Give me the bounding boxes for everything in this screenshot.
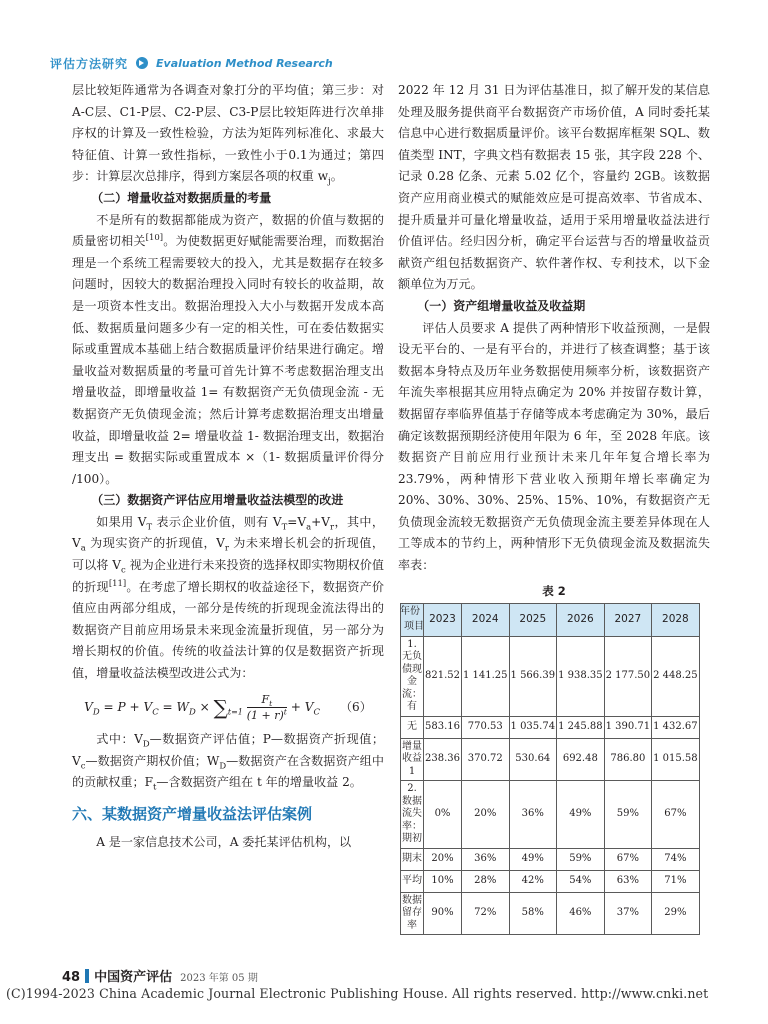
row-label: 平均 [401,870,424,892]
divider [85,969,89,983]
table-cell: 74% [652,848,700,870]
table-row [401,848,700,870]
year-header: 2025 [509,603,557,636]
table-cell: 1 566.39 [509,636,557,716]
table-cell: 29% [652,892,700,935]
row-label: 数据留存率 [401,892,424,935]
table-cell: 36% [509,781,557,849]
table-row [401,738,700,781]
paragraph: 评估人员要求 A 提供了两种情形下收益预测，一是假设无平台的、一是有平台的，并进行了核查调整；基于该数据本身特点及历年业务数据使用频率分析，该数据资产年流失率根据其应用特点确定为 20% 并按留存数计算，数据留存率临界值基于存储等成本考虑确定为 30%，最后确定该数据预期经济使用年限为 6 年，至 2028 年底。该数据资产目前应用行业预计未来几年年复合增长率为 23.79%，两种情形下营业收入预期年增长率确定为 20%、30%、30%、25%、15%、10%，有数据资产无负债现金流较无数据资产无负债现金流主要差异体现在人工等成本的节约上，两种情形下无负债现金流及数据流失率表： [398,320,710,573]
table-cell: 821.52 [424,636,462,716]
table-cell: 583.16 [424,716,462,738]
section-heading: 六、某数据资产增量收益法评估案例 [72,804,313,823]
paragraph: 2022 年 12 月 31 日为评估基准日，拟了解开发的某信息处理及服务提供商平台数据资产市场价值，A 同时委托某信息中心进行数据质量评价。该平台数据库框架 SQL、数值类型 INT，字典文档有数据表 15 张，其字段 228 个、记录 0.28 亿条、元素 5.02 亿个，容量约 2GB。该数据资产应用商业模式的赋能效应是可提高效率、节省成本、提升质量并可量化增量收益，适用于采用增量收益法进行价值评估。经归因分析，确定平台运营与否的增量收益贡献资产组包括数据资产、软件著作权、专利技术，以下金额单位为万元。 [398,83,710,292]
table-cell: 63% [604,870,652,892]
table-cell: 1 015.58 [652,738,700,781]
table-cell: 1 035.74 [509,716,557,738]
table-cell: 2 177.50 [604,636,652,716]
page-number: 48 [62,970,81,985]
table-cell: 20% [424,848,462,870]
table-cell: 0% [424,781,462,849]
paragraph: 层比较矩阵通常为各调查对象打分的平均值；第三步：对A-C层、C1-P层、C2-P层、C3-P层比较矩阵进行次单排序权的计算及一致性检验，方法为矩阵列标准化、求最大特征值、计算一致性指标，一致性小于0.1为通过；第四步：计算层次总排序，得到方案层各项的权重 $w_j$。 [72,83,384,186]
year-header: 2028 [652,603,700,636]
table-cell: 10% [424,870,462,892]
paragraph: A 是一家信息技术公司，A 委托某评估机构，以 [96,834,352,849]
table-cell: 59% [604,781,652,849]
copyright-line: (C)1994-2023 China Academic Journal Electronic Publishing House. All rights reserved. http://www.cnki.net [6,986,709,1001]
table-cell: 238.36 [424,738,462,781]
formula-6: $V_D = P + V_C = W_D \times \sum_{t=1}$ $\frac{F_t}{(1 + r)^t}$ + $V_C$ （6） [84,692,372,722]
header-section-en: Evaluation Method Research [156,56,333,70]
table-cell: 36% [462,848,510,870]
table-cell: 770.53 [462,716,510,738]
left-column [72,80,384,854]
year-header: 2023 [424,603,462,636]
table-cell: 28% [462,870,510,892]
row-label: 增量收益 1 [401,738,424,781]
subsection-heading: （一）资产组增量收益及收益期 [417,298,586,313]
table-cell: 692.48 [557,738,605,781]
table-cell: 42% [509,870,557,892]
table-cell: 1 141.25 [462,636,510,716]
journal-name: 中国资产评估 [94,970,173,985]
table-cell: 20% [462,781,510,849]
header-section-cn: 评估方法研究 [50,56,129,71]
paragraph: 不是所有的数据都能成为资产，数据的价值与数据的质量密切相关[10]。为使数据更好赋能需要治理，而数据治理是一个系统工程需要较大的投入，尤其是数据存在较多问题时，因较大的数据治理投入同时有较长的收益期，故是一项资本性支出。数据治理投入大小与数据开发成本高低、数据质量问题多少有一定的相关性，可在委估数据实际或重置成本基础上结合数据质量评价结果进行确定。增量收益对数据质量的考量可首先计算不考虑数据治理支出增量收益，即增量收益 1= 有数据资产无负债现金流 - 无数据资产无负债现金流；然后计算考虑数据治理支出增量收益，即增量收益 2= 增量收益 1- 数据治理支出，数据治理支出 = 数据实际或重置成本 ×（1- 数据质量评价得分 /100）。 [72,212,384,486]
table-row [401,716,700,738]
table-row [401,892,700,935]
citation: [10] [145,232,164,243]
subsection-heading: （二）增量收益对数据质量的考量 [91,190,272,205]
table-row [401,870,700,892]
row-label: 期末 [401,848,424,870]
year-header: 2024 [462,603,510,636]
issue-label: 2023 年第 05 期 [180,973,258,984]
table-cell: 90% [424,892,462,935]
table-cell: 1 432.67 [652,716,700,738]
subsection-heading: （三）数据资产评估应用增量收益法模型的改进 [91,493,344,508]
table-cell: 370.72 [462,738,510,781]
table-cell: 58% [509,892,557,935]
table-cell: 37% [604,892,652,935]
year-header: 2027 [604,603,652,636]
paragraph: 式中：$V_D—$数据资产评估值；P—数据资产折现值；$V_c—$数据资产期权价值；$W_D—$数据资产在含数据资产组中的贡献权重；$F_t—$含数据资产组在 t 年的增量收益 2。 [72,732,385,792]
table-cell: 1 390.71 [604,716,652,738]
table-cell: 67% [604,848,652,870]
table-cell: 72% [462,892,510,935]
table-cell: 530.64 [509,738,557,781]
table-cell: 54% [557,870,605,892]
table-cell: 59% [557,848,605,870]
paragraph: 如果用 $V_T$ 表示企业价值，则有 $V_T=V_a+V_r$，其中，$V_a$ 为现实资产的折现值，$V_r$ 为未来增长机会的折现值，可以将 $V_c$ 视为企业进行未来投资的选择权即实物期权价值的折现[11]。在考虑了增长期权的收益途径下，数据资产价值应由两部分组成，一部分是传统的折现现金流法得出的数据资产目前应用场景未来现金流量折现值，另一部分为增长期权的价值。传统的收益法计算的仅是数据资产折现值，增量收益法模型改进公式为： [72,514,384,681]
table-cell: 1 245.88 [557,716,605,738]
table-cell: 46% [557,892,605,935]
right-column [398,80,710,935]
table-title: 表 2 [542,583,566,598]
table-row [401,636,700,716]
year-header: 2026 [557,603,605,636]
table-2 [400,603,700,936]
row-label: 2. 数据流失率：期初 [401,781,424,849]
table-cell: 71% [652,870,700,892]
table-row [401,781,700,849]
table-cell: 49% [557,781,605,849]
arrow-circle-icon [136,57,148,69]
table-cell: 786.80 [604,738,652,781]
table-cell: 67% [652,781,700,849]
table-corner-cell: 年份 项目 [401,603,424,636]
table-cell: 1 938.35 [557,636,605,716]
row-label: 1. 无负债现金流：有 [401,636,424,716]
citation: [11] [108,577,127,588]
page-footer [62,966,258,985]
running-header [50,52,333,74]
table-cell: 49% [509,848,557,870]
table-cell: 2 448.25 [652,636,700,716]
table-header-row [401,603,700,636]
row-label: 无 [401,716,424,738]
